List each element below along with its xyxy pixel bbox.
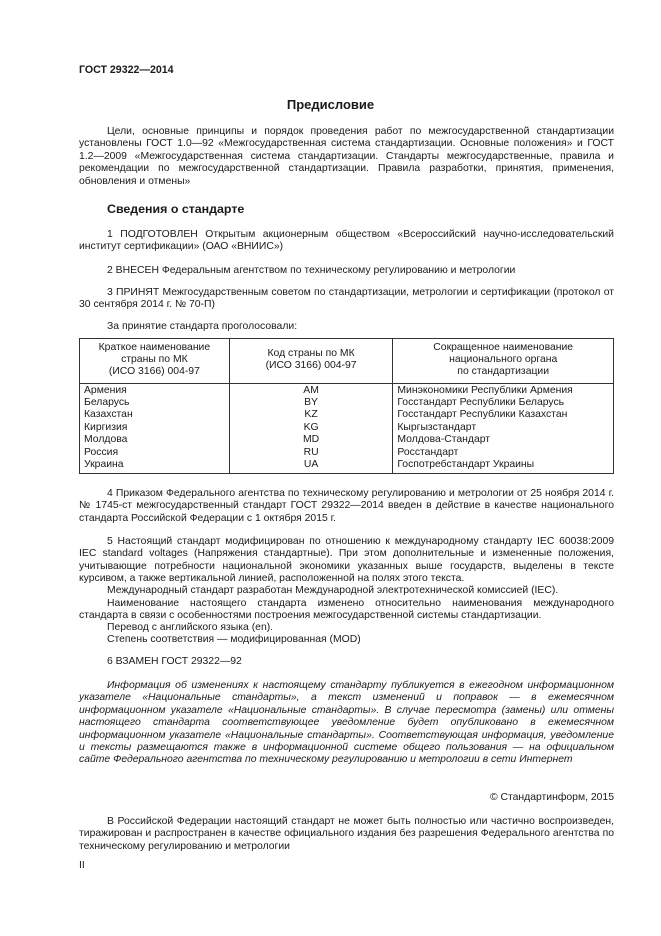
item-6-replaces: 6 ВЗАМЕН ГОСТ 29322—92 [107,656,242,667]
table-row [80,447,614,459]
body-cell: Госпотребстандарт Украины [393,459,614,474]
code-cell: KG [229,422,393,434]
body-cell: Минэкономики Республики Армения [393,383,614,397]
item-5-iec-note: Международный стандарт разработан Международной электротехнической комиссией (IEC). [107,585,559,596]
table-row [80,383,614,397]
country-cell: Молдова [80,434,230,446]
code-cell: MD [229,434,393,446]
country-cell: Россия [80,447,230,459]
country-cell: Беларусь [80,397,230,409]
reproduction-notice: В Российской Федерации настоящий стандарт не может быть полностью или частично воспроизведен, тиражирован и распространен в качестве официального издания без разрешения Федерального агентства по техническому регулированию и метрологии [79,816,614,852]
item-5-name-note: Наименование настоящего стандарта изменено относительно наименования международного стандарта в связи с особенностями построения межгосударственной системы стандартизации. [79,598,614,622]
header-country-code: Код страны по МК (ИСО 3166) 004-97 [229,339,393,384]
table-row [80,434,614,446]
header-national-body: Сокращенное наименование национального органа по стандартизации [393,339,614,384]
code-cell: BY [229,397,393,409]
table-row [80,422,614,434]
country-cell: Киргизия [80,422,230,434]
body-cell: Госстандарт Республики Беларусь [393,397,614,409]
code-cell: AM [229,383,393,397]
voted-label: За принятие стандарта проголосовали: [107,321,298,332]
table-header-row [80,339,614,384]
item-3-adopted: 3 ПРИНЯТ Межгосударственным советом по стандартизации, метрологии и сертификации (протокол от 30 сентября 2014 г. № 70-П) [79,287,614,311]
section-title: Сведения о стандарте [107,202,245,216]
amendments-info: Информация об изменениях к настоящему стандарту публикуется в ежегодном информационном указателе «Национальные стандарты», а текст изменений и поправок — в ежемесячном информационном указателе «Национальные стандарты». В случае пересмотра (замены) или отмены настоящего стандарта соответствующее уведомление будет опубликовано в ежемесячном информационном указателе «Национальные стандарты». Соответствующая информация, уведомление и тексты размещаются также в информационной системе общего пользования — на официальном сайте Федерального агентства по техническому регулированию и метрологии в сети Интернет [79,680,614,766]
country-cell: Украина [80,459,230,474]
page-number: II [79,860,85,871]
body-cell: Госстандарт Республики Казахстан [393,409,614,421]
item-5-modified: 5 Настоящий стандарт модифицирован по отношению к международному стандарту IEC 60038:2009 IEC standard voltages (Напряжения стандартные). При этом дополнительные и измененные положения, учитывающие потребности национальной экономики указанных выше государств, выделены в тексте курсивом, а также вертикальной линией, расположенной на полях этого текста. [79,536,614,585]
voting-countries-table [79,338,614,474]
intro-paragraph: Цели, основные принципы и порядок проведения работ по межгосударственной стандартизации установлены ГОСТ 1.0—92 «Межгосударственная система стандартизации. Основные положения» и ГОСТ 1.2—2009 «Межгосударственная система стандартизации. Стандарты межгосударственные, правила и рекомендации по межгосударственной стандартизации. Правила разработки, принятия, применения, обновления и отмены» [79,126,614,187]
country-cell: Казахстан [80,409,230,421]
document-code-header: ГОСТ 29322—2014 [79,64,174,76]
code-cell: UA [229,459,393,474]
table-row [80,397,614,409]
item-4-order: 4 Приказом Федерального агентства по техническому регулированию и метрологии от 25 ноября 2014 г. № 1745-ст межгосударственный стандарт ГОСТ 29322—2014 введен в действие в качестве национального стандарта Российской Федерации с 1 октября 2015 г. [79,488,614,524]
country-cell: Армения [80,383,230,397]
page-title: Предисловие [286,97,375,112]
item-1-prepared: 1 ПОДГОТОВЛЕН Открытым акционерным обществом «Всероссийский научно-исследовательский институт сертификации» (ОАО «ВНИИС») [79,229,614,253]
body-cell: Росстандарт [393,447,614,459]
body-cell: Молдова-Стандарт [393,434,614,446]
code-cell: RU [229,447,393,459]
table-row [80,459,614,474]
item-5-language: Перевод с английского языка (en). [107,622,274,633]
copyright: © Стандартинформ, 2015 [489,792,614,803]
body-cell: Кыргызстандарт [393,422,614,434]
item-2-introduced: 2 ВНЕСЕН Федеральным агентством по техническому регулированию и метрологии [107,265,516,276]
item-5-degree: Степень соответствия — модифицированная (MOD) [107,634,361,645]
table-row [80,409,614,421]
code-cell: KZ [229,409,393,421]
header-country: Краткое наименование страны по МК (ИСО 3166) 004-97 [80,339,230,384]
